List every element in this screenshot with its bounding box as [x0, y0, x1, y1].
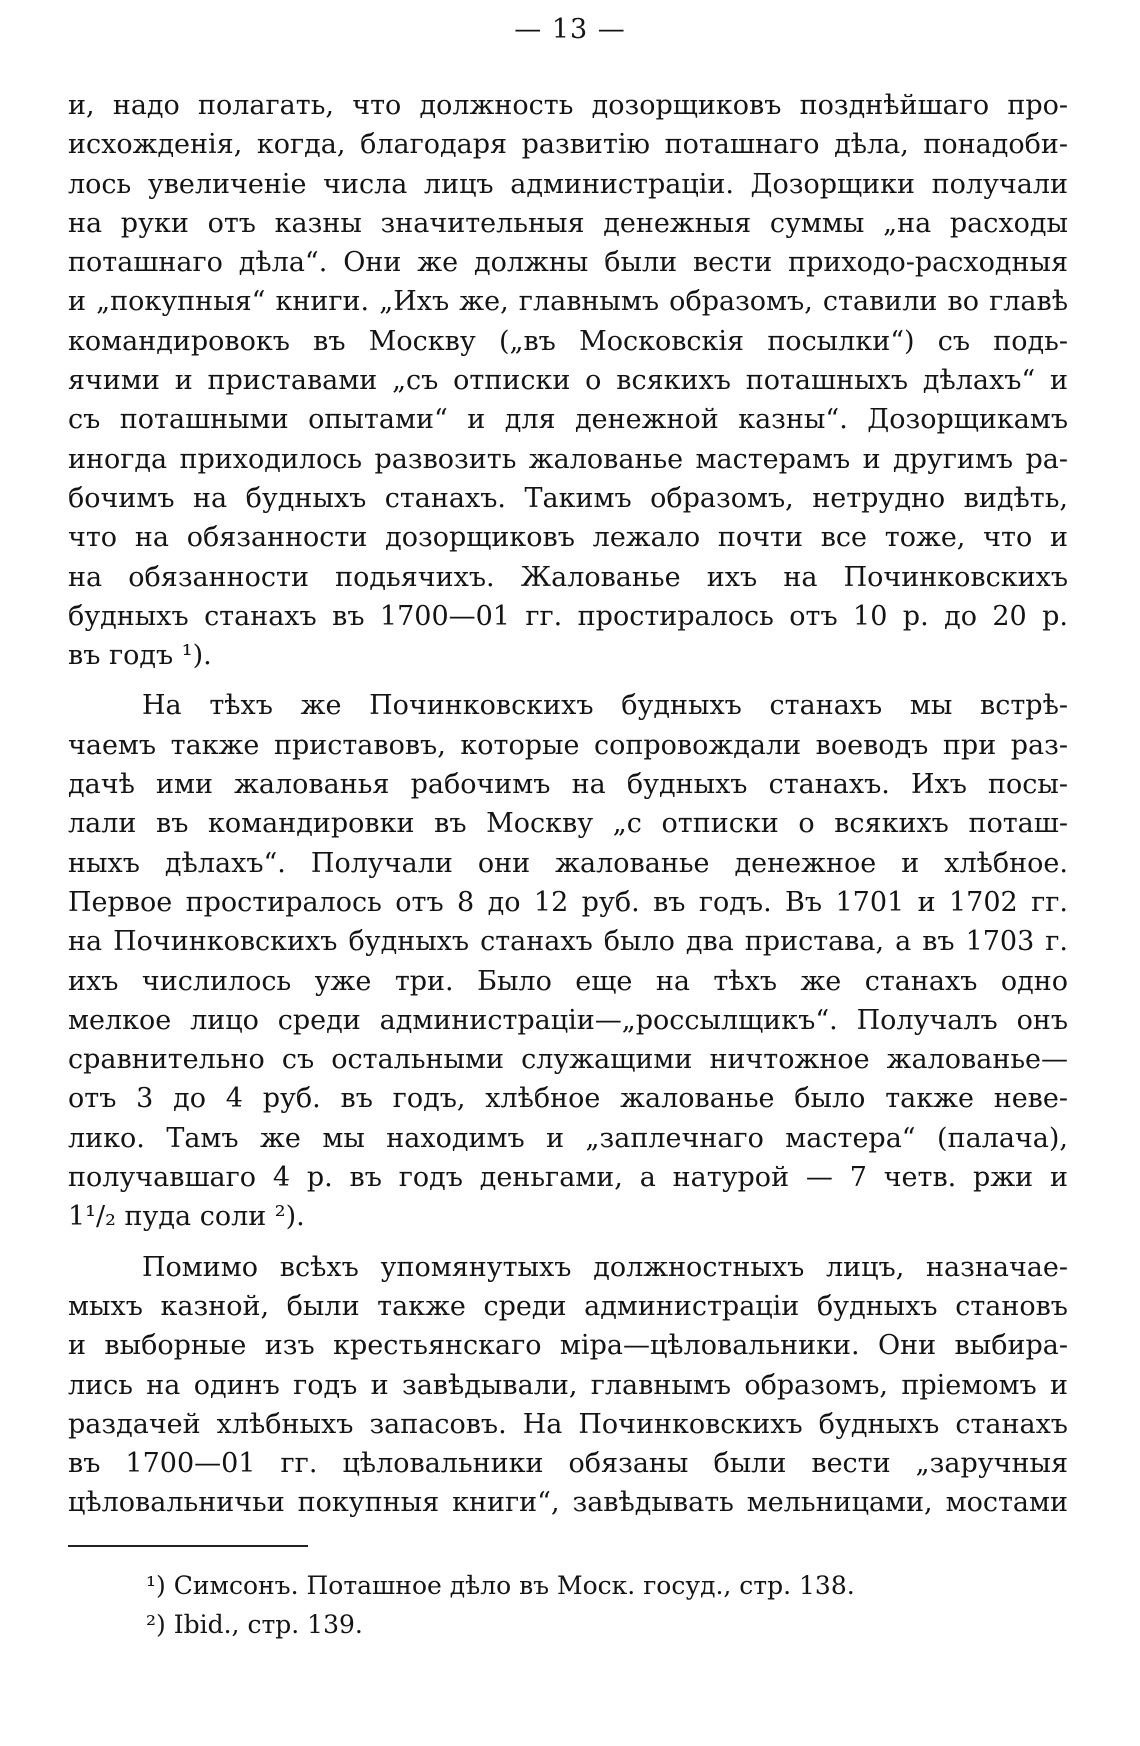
text-line: дачѣ ими жалованья рабочимъ на будныхъ станахъ. Ихъ посы- [68, 769, 1068, 801]
text-line: и, надо полагать, что должность дозорщиковъ позднѣйшаго про- [68, 90, 1068, 121]
footnote-1: ¹) Симсонъ. Поташное дѣло въ Моск. госуд., стр. 138. [146, 1571, 855, 1600]
text-line: исхожденія, когда, благодаря развитію поташнаго дѣла, понадоби- [68, 129, 1068, 161]
text-line: ихъ числилось уже три. Было еще на тѣхъ же станахъ одно [68, 965, 1068, 997]
text-line: и выборные изъ крестьянскаго міра—цѣловальники. Они выбира- [68, 1330, 1068, 1362]
text-line: на Починковскихъ будныхъ станахъ было два пристава, а въ 1703 г. [68, 926, 1068, 958]
text-line: мелкое лицо среди администраціи—„россылщикъ“. Получалъ онъ [68, 1004, 1068, 1036]
text-line: на обязанности подьячихъ. Жалованье ихъ на Починковскихъ [68, 561, 1068, 593]
text-line: бочимъ на будныхъ станахъ. Такимъ образомъ, нетрудно видѣть, [68, 482, 1068, 514]
text-line: ячими и приставами „съ отписки о всякихъ поташныхъ дѣлахъ“ и [68, 365, 1068, 397]
text-line: лали въ командировки въ Москву „с отписки о всякихъ поташ- [68, 808, 1068, 840]
text-line: что на обязанности дозорщиковъ лежало почти все тоже, что и [68, 522, 1068, 554]
text-line: Первое простиралось отъ 8 до 12 руб. въ годъ. Въ 1701 и 1702 гг. [68, 886, 1068, 918]
paragraph-3 [68, 1248, 1068, 1523]
text-line: чаемъ также приставовъ, которые сопровождали воеводъ при раз- [68, 729, 1068, 761]
body-text [68, 86, 1068, 1523]
text-line: лось увеличеніе числа лицъ администраціи. Дозорщики получали [68, 168, 1068, 200]
text-line: цѣловальничьи покупныя книги“, завѣдывать мельницами, мостами [68, 1487, 1068, 1519]
text-line: сравнительно съ остальными служащими ничтожное жалованье— [68, 1044, 1068, 1076]
footnote-2: ²) Ibid., стр. 139. [146, 1610, 363, 1639]
footnotes [146, 1566, 1046, 1644]
text-line: На тѣхъ же Починковскихъ будныхъ станахъ мы встрѣ- [142, 690, 1068, 722]
text-line: будныхъ станахъ въ 1700—01 гг. простиралось отъ 10 р. до 20 р. [68, 600, 1068, 632]
text-line: и „покупныя“ книги. „Ихъ же, главнымъ образомъ, ставили во главѣ [68, 286, 1068, 318]
text-line: въ 1700—01 гг. цѣловальники обязаны были вести „заручныя [68, 1448, 1068, 1480]
text-line: съ поташными опытами“ и для денежной казны“. Дозорщикамъ [68, 404, 1068, 436]
text-line: отъ 3 до 4 руб. въ годъ, хлѣбное жалованье было также неве- [68, 1083, 1068, 1115]
text-line: мыхъ казной, были также среди администраціи будныхъ становъ [68, 1290, 1068, 1322]
text-line: въ годъ ¹). [68, 640, 212, 672]
paragraph-1 [68, 86, 1068, 675]
text-line: лись на одинъ годъ и завѣдывали, главнымъ образомъ, пріемомъ и [68, 1369, 1068, 1401]
footnote-divider [68, 1545, 308, 1547]
text-line: получавшаго 4 р. въ годъ деньгами, а натурой — 7 четв. ржи и [68, 1162, 1068, 1194]
text-line: на руки отъ казны значительныя денежныя суммы „на расходы [68, 207, 1068, 239]
text-line: лико. Тамъ же мы находимъ и „заплечнаго мастера“ (палача), [68, 1122, 1068, 1154]
text-line: Помимо всѣхъ упомянутыхъ должностныхъ лицъ, назначае- [142, 1251, 1068, 1283]
text-line: командировокъ въ Москву („въ Московскія посылки“) съ подь- [68, 325, 1068, 357]
text-line: ныхъ дѣлахъ“. Получали они жалованье денежное и хлѣбное. [68, 847, 1068, 879]
text-line: поташнаго дѣла“. Они же должны были вести приходо-расходныя [68, 247, 1068, 279]
text-line: 1¹/₂ пуда соли ²). [68, 1201, 305, 1233]
paragraph-2 [68, 686, 1068, 1236]
text-line: раздачей хлѣбныхъ запасовъ. На Починковскихъ будныхъ станахъ [68, 1408, 1068, 1440]
text-line: иногда приходилось развозить жалованье мастерамъ и другимъ ра- [68, 443, 1068, 475]
page-number: — 13 — [514, 14, 626, 45]
